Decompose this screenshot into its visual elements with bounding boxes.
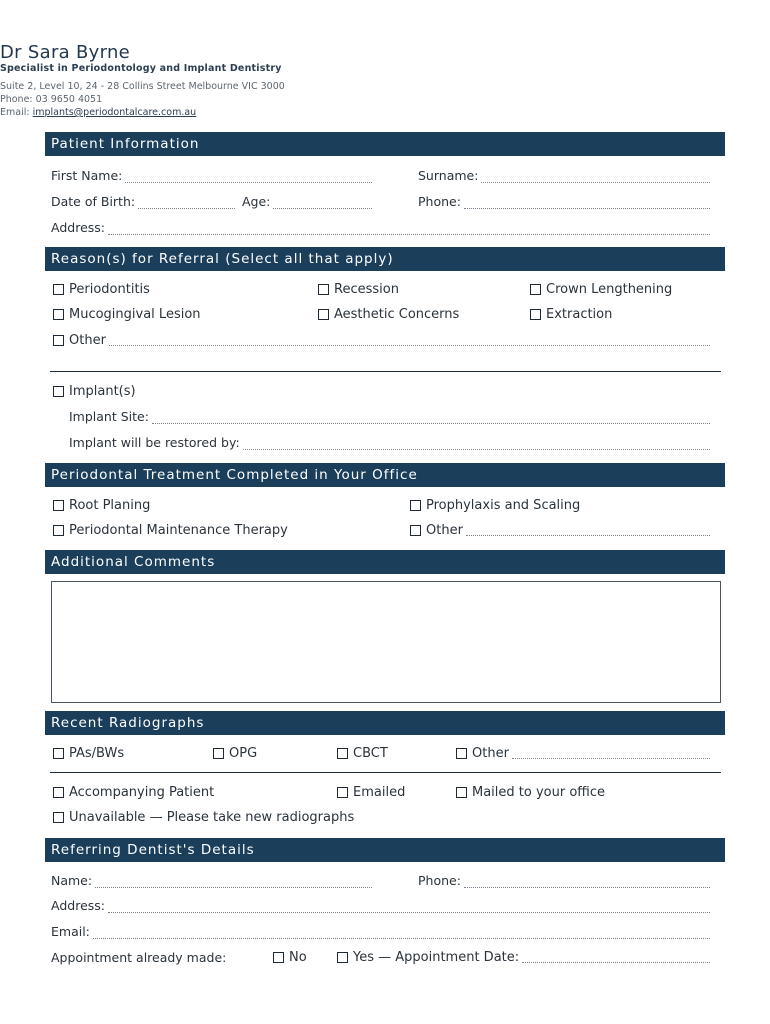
checkbox-label: Periodontal Maintenance Therapy	[69, 523, 288, 538]
checkbox-label: Emailed	[353, 785, 406, 800]
checkbox-maintenance-therapy[interactable]	[53, 523, 288, 538]
checkbox-mucogingival-lesion[interactable]	[53, 307, 201, 322]
patient-phone-line[interactable]	[464, 199, 710, 209]
checkbox-box[interactable]	[318, 284, 329, 295]
checkbox-box[interactable]	[53, 386, 64, 397]
checkbox-label: Periodontitis	[69, 282, 150, 297]
practice-email-link[interactable]: implants@periodontalcare.com.au	[32, 107, 197, 118]
checkbox-box[interactable]	[410, 500, 421, 511]
checkbox-pas-bws[interactable]	[53, 746, 124, 761]
checkbox-referral-other[interactable]	[53, 333, 710, 348]
checkbox-label: Extraction	[546, 307, 613, 322]
checkbox-crown-lengthening[interactable]	[530, 282, 672, 297]
checkbox-root-planing[interactable]	[53, 498, 150, 513]
checkbox-box[interactable]	[337, 787, 348, 798]
checkbox-label: CBCT	[353, 746, 388, 761]
checkbox-label: Yes — Appointment Date:	[353, 950, 520, 965]
radiograph-other-line[interactable]	[512, 749, 710, 759]
dentist-name-label: Name:	[51, 873, 93, 888]
section-recent-radiographs: Recent Radiographs	[45, 711, 725, 735]
checkbox-box[interactable]	[410, 525, 421, 536]
section-reason-for-referral: Reason(s) for Referral (Select all that apply)	[45, 247, 725, 271]
practice-phone: Phone: 03 9650 4051	[0, 94, 103, 105]
checkbox-label: Recession	[334, 282, 399, 297]
dentist-email-field[interactable]	[51, 924, 710, 939]
checkbox-periodontitis[interactable]	[53, 282, 150, 297]
checkbox-label: Other	[426, 523, 463, 538]
dob-field[interactable]	[51, 194, 235, 209]
checkbox-label: PAs/BWs	[69, 746, 125, 761]
checkbox-box[interactable]	[53, 335, 64, 346]
checkbox-box[interactable]	[273, 952, 284, 963]
checkbox-implants[interactable]	[53, 384, 136, 399]
checkbox-emailed[interactable]	[337, 785, 405, 800]
checkbox-unavailable[interactable]	[53, 810, 354, 825]
checkbox-label: OPG	[229, 746, 258, 761]
surname-field[interactable]	[418, 168, 710, 183]
additional-comments-textarea[interactable]	[51, 581, 721, 703]
email-label: Email:	[0, 107, 33, 118]
checkbox-box[interactable]	[53, 500, 64, 511]
checkbox-box[interactable]	[53, 748, 64, 759]
appointment-made-label-row	[51, 950, 226, 965]
dentist-address-line[interactable]	[108, 903, 710, 913]
checkbox-radiograph-other[interactable]	[456, 746, 710, 761]
checkbox-appointment-yes[interactable]	[337, 950, 710, 965]
patient-address-field[interactable]	[51, 220, 710, 235]
checkbox-box[interactable]	[530, 309, 541, 320]
checkbox-label: Mucogingival Lesion	[69, 307, 201, 322]
implant-restored-by-line[interactable]	[243, 440, 710, 450]
treatment-other-line[interactable]	[466, 526, 710, 536]
checkbox-label: Root Planing	[69, 498, 151, 513]
checkbox-label: Other	[472, 746, 509, 761]
checkbox-box[interactable]	[318, 309, 329, 320]
patient-phone-field[interactable]	[418, 194, 710, 209]
checkbox-box[interactable]	[456, 787, 467, 798]
dentist-phone-label: Phone:	[418, 873, 461, 888]
doctor-specialty: Specialist in Periodontology and Implant Dentistry	[0, 63, 282, 74]
checkbox-label: Other	[69, 333, 106, 348]
checkbox-aesthetic-concerns[interactable]	[318, 307, 459, 322]
implant-restored-by-label: Implant will be restored by:	[69, 435, 240, 450]
patient-phone-label: Phone:	[418, 194, 461, 209]
dentist-address-label: Address:	[51, 898, 105, 913]
checkbox-opg[interactable]	[213, 746, 257, 761]
checkbox-label: Accompanying Patient	[69, 785, 215, 800]
checkbox-mailed[interactable]	[456, 785, 605, 800]
checkbox-appointment-no[interactable]	[273, 950, 307, 965]
surname-label: Surname:	[418, 168, 479, 183]
checkbox-label: Crown Lengthening	[546, 282, 673, 297]
checkbox-treatment-other[interactable]	[410, 523, 710, 538]
dentist-address-field[interactable]	[51, 898, 710, 913]
checkbox-box[interactable]	[456, 748, 467, 759]
checkbox-label: Aesthetic Concerns	[334, 307, 460, 322]
section-referring-dentist: Referring Dentist's Details	[45, 838, 725, 862]
appointment-date-line[interactable]	[522, 953, 710, 963]
checkbox-label: No	[289, 950, 307, 965]
dentist-name-line[interactable]	[95, 878, 372, 888]
checkbox-box[interactable]	[530, 284, 541, 295]
checkbox-box[interactable]	[337, 952, 348, 963]
patient-address-label: Address:	[51, 220, 105, 235]
checkbox-extraction[interactable]	[530, 307, 612, 322]
dentist-email-line[interactable]	[93, 929, 710, 939]
checkbox-box[interactable]	[53, 284, 64, 295]
dentist-phone-line[interactable]	[464, 878, 710, 888]
dob-label: Date of Birth:	[51, 194, 136, 209]
checkbox-box[interactable]	[213, 748, 224, 759]
checkbox-cbct[interactable]	[337, 746, 388, 761]
dentist-name-field[interactable]	[51, 873, 372, 888]
section-patient-information: Patient Information	[45, 132, 725, 156]
surname-line[interactable]	[481, 173, 710, 183]
implant-site-label: Implant Site:	[69, 409, 149, 424]
checkbox-accompanying-patient[interactable]	[53, 785, 214, 800]
age-field[interactable]	[242, 194, 372, 209]
checkbox-box[interactable]	[53, 309, 64, 320]
implant-restored-by-field[interactable]	[69, 435, 710, 450]
referral-other-line[interactable]	[109, 336, 710, 346]
checkbox-box[interactable]	[337, 748, 348, 759]
implant-site-line[interactable]	[152, 414, 710, 424]
first-name-line[interactable]	[125, 173, 372, 183]
doctor-name: Dr Sara Byrne	[0, 42, 131, 63]
section-periodontal-treatment: Periodontal Treatment Completed in Your Office	[45, 463, 725, 487]
age-label: Age:	[242, 194, 271, 209]
checkbox-recession[interactable]	[318, 282, 399, 297]
checkbox-label: Unavailable — Please take new radiographs	[69, 810, 355, 825]
checkbox-prophylaxis-scaling[interactable]	[410, 498, 580, 513]
practice-email-line	[0, 107, 770, 118]
age-line[interactable]	[273, 199, 372, 209]
implant-site-field[interactable]	[69, 409, 710, 424]
divider	[50, 772, 721, 773]
section-additional-comments: Additional Comments	[45, 550, 725, 574]
appointment-made-label: Appointment already made:	[51, 950, 227, 965]
checkbox-box[interactable]	[53, 525, 64, 536]
dentist-email-label: Email:	[51, 924, 90, 939]
checkbox-label: Implant(s)	[69, 384, 136, 399]
patient-address-line[interactable]	[108, 225, 710, 235]
checkbox-label: Prophylaxis and Scaling	[426, 498, 581, 513]
checkbox-label: Mailed to your office	[472, 785, 606, 800]
practice-address: Suite 2, Level 10, 24 - 28 Collins Street Melbourne VIC 3000	[0, 81, 285, 92]
checkbox-box[interactable]	[53, 787, 64, 798]
first-name-field[interactable]	[51, 168, 372, 183]
first-name-label: First Name:	[51, 168, 123, 183]
divider	[50, 371, 721, 372]
checkbox-box[interactable]	[53, 812, 64, 823]
dentist-phone-field[interactable]	[418, 873, 710, 888]
dob-line[interactable]	[138, 199, 235, 209]
